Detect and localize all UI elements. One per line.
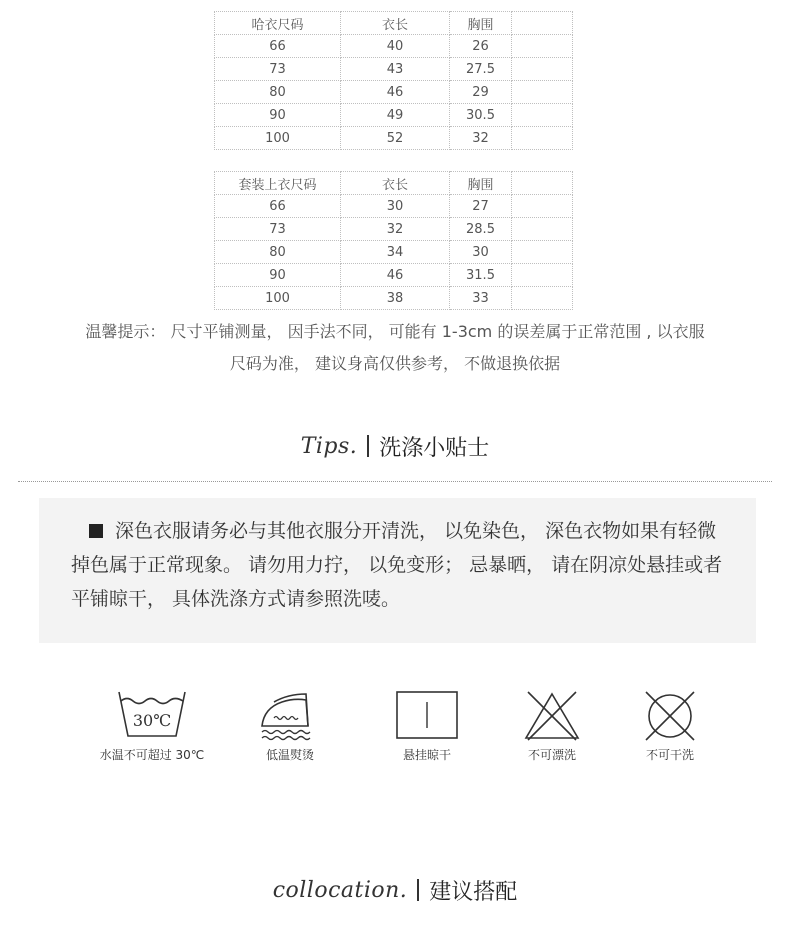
- table-cell: 27.5: [450, 58, 512, 81]
- table-cell: 73: [215, 218, 341, 241]
- table-cell: 43: [341, 58, 450, 81]
- wash-30-icon: [112, 688, 192, 742]
- table-cell: 73: [215, 58, 341, 81]
- table-cell: 40: [341, 35, 450, 58]
- table-cell: [512, 127, 573, 150]
- care-icon-wash-30: [82, 688, 222, 768]
- collocation-section-title: [0, 874, 790, 906]
- table-cell: 28.5: [450, 218, 512, 241]
- bullet-square-icon: [89, 524, 103, 538]
- table-cell: 30: [341, 195, 450, 218]
- title-divider: [417, 879, 419, 901]
- care-icon-no-dry-clean: [600, 688, 740, 768]
- table-header-cell: [512, 12, 573, 35]
- table-cell: [512, 195, 573, 218]
- care-instructions-text: 深色衣服请务必与其他衣服分开清洗， 以免染色， 深色衣物如果有轻微掉色属于正常现象。 请勿用力拧， 以免变形； 忌暴晒， 请在阴凉处悬挂或者平铺晾干， 具体洗涤方式请参照洗唛。: [71, 520, 723, 610]
- table-row: [215, 127, 573, 150]
- table-cell: 38: [341, 287, 450, 310]
- dotted-divider: [18, 481, 772, 482]
- table-cell: 100: [215, 287, 341, 310]
- table-cell: 90: [215, 264, 341, 287]
- table-cell: [512, 241, 573, 264]
- table-cell: [512, 287, 573, 310]
- size-table-onesie: [214, 11, 573, 150]
- table-cell: 90: [215, 104, 341, 127]
- table-header-cell: 套装上衣尺码: [215, 172, 341, 195]
- table-cell: 26: [450, 35, 512, 58]
- table-cell: [512, 58, 573, 81]
- table-cell: 46: [341, 81, 450, 104]
- table-cell: 29: [450, 81, 512, 104]
- wash-temperature: 30℃: [132, 711, 172, 730]
- table-header-row: [215, 172, 573, 195]
- hang-dry-icon: [387, 688, 467, 742]
- table-cell: 33: [450, 287, 512, 310]
- title-divider: [367, 435, 369, 457]
- collocation-title-text: 建议搭配: [429, 879, 518, 905]
- table-header-cell: 胸围: [450, 172, 512, 195]
- table-header-row: [215, 12, 573, 35]
- table-row: [215, 195, 573, 218]
- table-cell: 49: [341, 104, 450, 127]
- size-table-top: [214, 171, 573, 310]
- table-row: [215, 287, 573, 310]
- table-cell: 32: [341, 218, 450, 241]
- table-cell: 31.5: [450, 264, 512, 287]
- care-icon-hang-dry: [357, 688, 497, 768]
- table-cell: 100: [215, 127, 341, 150]
- table-cell: 30: [450, 241, 512, 264]
- table-row: [215, 218, 573, 241]
- table-cell: 30.5: [450, 104, 512, 127]
- table-cell: [512, 35, 573, 58]
- table-cell: 32: [450, 127, 512, 150]
- table-cell: 80: [215, 241, 341, 264]
- table-header-cell: 哈衣尺码: [215, 12, 341, 35]
- table-cell: [512, 264, 573, 287]
- collocation-script-word: collocation.: [272, 877, 408, 903]
- table-row: [215, 104, 573, 127]
- table-row: [215, 241, 573, 264]
- size-note-line-1: 温馨提示： 尺寸平铺测量， 因手法不同， 可能有 1-3cm 的误差属于正常范围 , 以衣服: [85, 322, 705, 341]
- table-cell: 80: [215, 81, 341, 104]
- tips-script-word: Tips.: [300, 433, 358, 459]
- care-label: 不可漂洗: [527, 748, 576, 762]
- care-instructions-box: [39, 498, 756, 643]
- no-bleach-icon: [512, 688, 592, 742]
- table-header-cell: 衣长: [341, 172, 450, 195]
- table-cell: [512, 104, 573, 127]
- table-cell: [512, 218, 573, 241]
- table-header-cell: 衣长: [341, 12, 450, 35]
- size-note-line-2: 尺码为准， 建议身高仅供参考， 不做退换依据: [229, 354, 561, 373]
- table-cell: 66: [215, 195, 341, 218]
- table-cell: [512, 81, 573, 104]
- table-row: [215, 58, 573, 81]
- table-row: [215, 264, 573, 287]
- care-label: 水温不可超过 30℃: [99, 748, 205, 762]
- care-icon-iron-low: [220, 688, 360, 768]
- table-row: [215, 35, 573, 58]
- tips-title-text: 洗涤小贴士: [379, 435, 490, 461]
- table-cell: 27: [450, 195, 512, 218]
- table-cell: 46: [341, 264, 450, 287]
- care-label: 不可干洗: [645, 748, 694, 762]
- table-cell: 34: [341, 241, 450, 264]
- table-row: [215, 81, 573, 104]
- care-label: 低温熨烫: [265, 748, 314, 762]
- table-cell: 52: [341, 127, 450, 150]
- table-cell: 66: [215, 35, 341, 58]
- table-header-cell: [512, 172, 573, 195]
- tips-section-title: [0, 430, 790, 462]
- table-header-cell: 胸围: [450, 12, 512, 35]
- iron-low-icon: [250, 688, 330, 742]
- care-instructions: [71, 514, 731, 616]
- care-label: 悬挂晾干: [402, 748, 451, 762]
- no-dry-clean-icon: [630, 688, 710, 742]
